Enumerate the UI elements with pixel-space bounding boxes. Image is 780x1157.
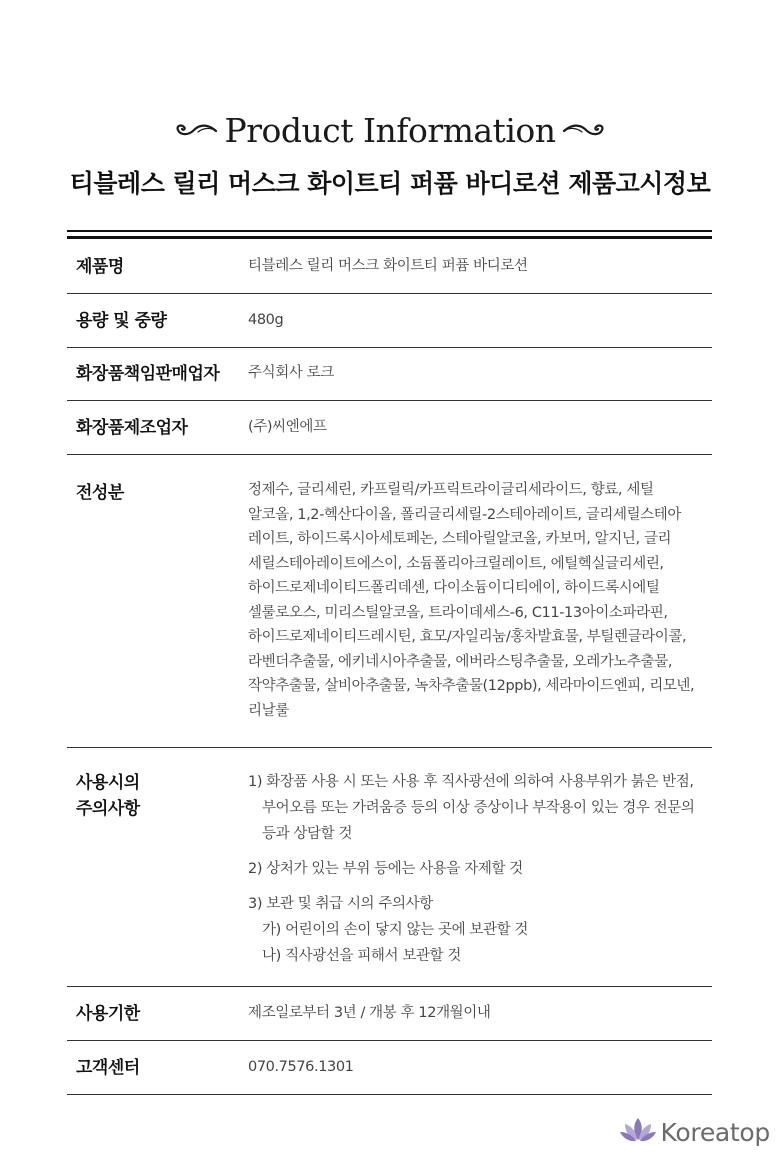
koreatop-logo — [619, 1115, 770, 1149]
seller-value: 주식회사 로크 — [248, 365, 334, 381]
right-ornament-icon — [562, 122, 608, 138]
logo-text: Koreatop — [660, 1117, 770, 1147]
cautions-label — [76, 770, 140, 822]
ingredients-line: 리날룰 — [248, 702, 289, 719]
ingredients-line: 정제수, 글리세린, 카프릴릭/카프릭트라이글리세라이드, 향료, 세틸 — [248, 482, 654, 498]
caution-note-sub: 가) 어린이의 손이 닿지 않는 곳에 보관할 것 — [262, 922, 529, 938]
ingredients-line: 알코올, 1,2-헥산다이올, 폴리글리세릴-2스테아레이트, 글리세릴스테아 — [248, 506, 681, 523]
row-customer-center — [67, 1041, 712, 1095]
cautions-label-line: 사용시의 — [76, 773, 140, 793]
cautions-notes — [248, 769, 712, 969]
title-english: Product Information — [224, 110, 556, 150]
caution-note-sub: 나) 직사광선을 피해서 보관할 것 — [262, 948, 461, 964]
ingredients-line: 셀룰로오스, 미리스틸알코올, 트라이데세스-6, C11-13아이소파라핀, — [248, 604, 668, 621]
caution-note-main: 3) 보관 및 취급 시의 주의사항 — [248, 896, 433, 912]
manufacturer-value: (주)씨엔에프 — [248, 419, 327, 435]
product-name-value: 티블레스 릴리 머스크 화이트티 퍼퓸 바디로션 — [248, 258, 528, 274]
ingredients-value — [248, 478, 712, 723]
ingredients-line: 라벤더추출물, 에키네시아추출물, 에버라스팅추출물, 오레가노추출물, — [248, 653, 673, 670]
row-seller — [67, 348, 712, 401]
row-expiry — [67, 987, 712, 1041]
left-ornament-icon — [172, 122, 218, 138]
customer-center-label: 고객센터 — [76, 1058, 140, 1078]
ingredients-line: 작약추출물, 살비아추출물, 녹차추출물(12ppb), 세라마이드엔피, 리모넨, — [248, 678, 695, 694]
customer-center-value: 070.7576.1301 — [248, 1059, 354, 1075]
product-name-label: 제품명 — [76, 257, 124, 277]
table-top-rule — [67, 230, 712, 239]
cautions-label-line: 주의사항 — [76, 799, 140, 819]
expiry-label: 사용기한 — [76, 1004, 140, 1024]
caution-note-main: 1) 화장품 사용 시 또는 사용 후 직사광선에 의하여 사용부위가 붉은 반점, — [248, 774, 694, 790]
caution-note-sub: 부어오름 또는 가려움증 등의 이상 증상이나 부작용이 있는 경우 전문의 — [262, 800, 695, 816]
ingredients-line: 세릴스테아레이트에스이, 소듐폴리아크릴레이트, 에틸헥실글리세린, — [248, 555, 664, 572]
row-cautions — [67, 748, 712, 987]
row-ingredients — [67, 455, 712, 748]
ingredients-line: 하이드로제네이티드레시틴, 효모/자일리눔/홍차발효물, 부틸렌글라이콜, — [248, 629, 687, 645]
ingredients-line: 레이트, 하이드록시아세토페논, 스테아릴알코올, 카보머, 알지닌, 글리 — [248, 531, 672, 547]
title-row — [0, 108, 780, 152]
caution-note-1 — [248, 769, 712, 847]
page-header — [0, 108, 780, 200]
title-korean: 티블레스 릴리 머스크 화이트티 퍼퓸 바디로션 제품고시정보 — [69, 169, 711, 198]
ingredients-label: 전성분 — [76, 483, 124, 503]
row-manufacturer — [67, 401, 712, 455]
row-product-name — [67, 239, 712, 294]
manufacturer-label: 화장품제조업자 — [76, 418, 188, 438]
capacity-label: 용량 및 중량 — [76, 311, 167, 331]
caution-note-sub: 등과 상담할 것 — [262, 826, 353, 842]
capacity-value: 480g — [248, 312, 284, 328]
ingredients-line: 하이드로제네이티드폴리데센, 다이소듐이디티에이, 하이드록시에틸 — [248, 580, 660, 596]
caution-note-2 — [248, 856, 712, 882]
caution-note-main: 2) 상처가 있는 부위 등에는 사용을 자제할 것 — [248, 861, 523, 877]
caution-note-3 — [248, 891, 712, 969]
seller-label: 화장품책임판매업자 — [76, 364, 220, 384]
expiry-value: 제조일로부터 3년 / 개봉 후 12개월이내 — [248, 1005, 491, 1021]
row-capacity — [67, 294, 712, 348]
lotus-icon — [619, 1115, 657, 1149]
